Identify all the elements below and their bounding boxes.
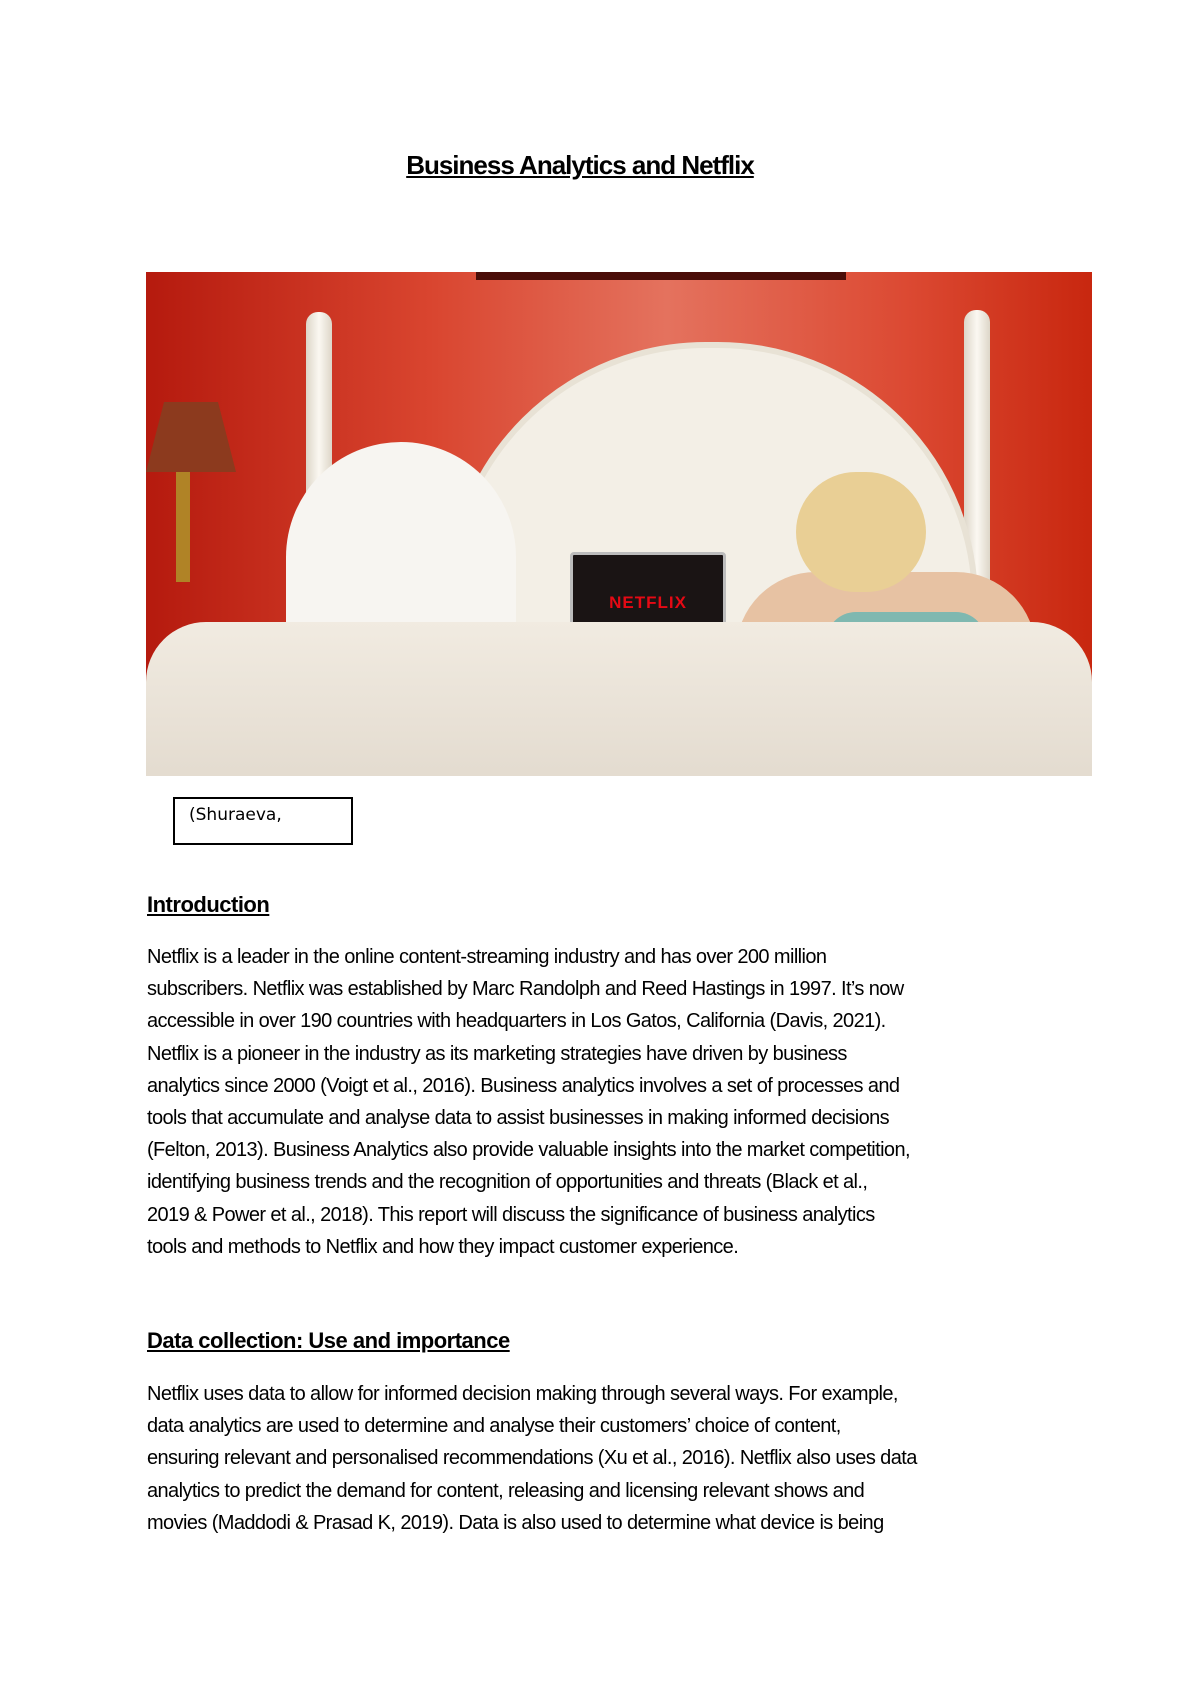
caption-text: (Shuraeva, [189,805,282,825]
paragraph-line: tools and methods to Netflix and how they impact customer experience. [147,1235,739,1258]
introduction-paragraph [147,941,910,1263]
data-collection-paragraph [147,1378,917,1539]
image-caption-box [173,797,353,845]
paragraph-line: analytics since 2000 (Voigt et al., 2016). Business analytics involves a set of processes and [147,1074,900,1097]
paragraph-line: Netflix is a pioneer in the industry as its marketing strategies have driven by business [147,1042,847,1065]
paragraph-line: movies (Maddodi & Prasad K, 2019). Data is also used to determine what device is being [147,1511,884,1534]
paragraph-line: tools that accumulate and analyse data to assist businesses in making informed decisions [147,1107,890,1130]
bed-sheets [146,622,1092,776]
netflix-logo: NETFLIX [609,593,687,612]
cover-photo [146,272,1092,776]
lamp-base [176,472,190,582]
paragraph-line: ensuring relevant and personalised recommendations (Xu et al., 2016). Netflix also uses data [147,1447,917,1470]
paragraph-line: analytics to predict the demand for content, releasing and licensing relevant shows and [147,1479,865,1502]
paragraph-line: data analytics are used to determine and analyse their customers’ choice of content, [147,1415,841,1438]
person-right-hair [796,472,926,592]
paragraph-line: identifying business trends and the recognition of opportunities and threats (Black et al., [147,1171,868,1194]
paragraph-line: 2019 & Power et al., 2018). This report will discuss the significance of business analytics [147,1203,875,1226]
paragraph-line: accessible in over 190 countries with headquarters in Los Gatos, California (Davis, 2021). [147,1010,886,1033]
wall-frame [476,272,846,280]
paragraph-line: subscribers. Netflix was established by Marc Randolph and Reed Hastings in 1997. It’s now [147,978,904,1001]
document-title [0,150,1160,181]
title-text: Business Analytics and Netflix [406,150,754,180]
paragraph-line: Netflix is a leader in the online content-streaming industry and has over 200 million [147,946,827,968]
paragraph-line: (Felton, 2013). Business Analytics also provide valuable insights into the market competition, [147,1139,910,1162]
paragraph-line: Netflix uses data to allow for informed decision making through several ways. For example, [147,1383,898,1405]
heading-data-collection: Data collection: Use and importance [147,1328,510,1353]
lamp-shade [146,402,236,472]
heading-introduction: Introduction [147,892,270,917]
